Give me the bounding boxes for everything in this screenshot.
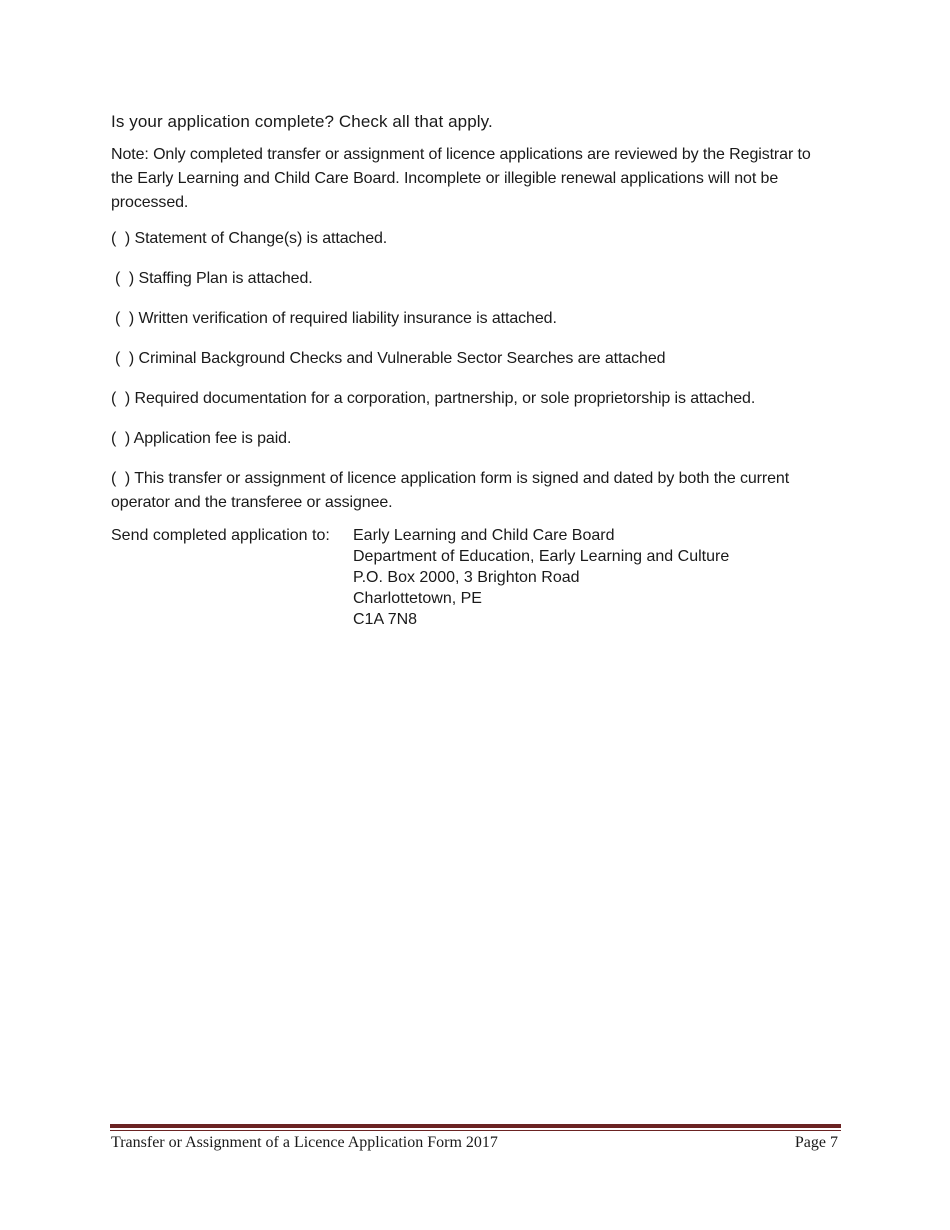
- checklist-item-label: Staffing Plan is attached.: [134, 270, 313, 287]
- checklist-item-corporate-documentation: [111, 387, 831, 411]
- address-line-organization: Early Learning and Child Care Board: [353, 527, 615, 544]
- address-line-postal-code: C1A 7N8: [353, 611, 418, 628]
- completion-note: Note: Only completed transfer or assignment of licence applications are reviewed by the Registrar to the Early Learning and Child Care Board. Incomplete or illegible renewal applications will not be processed.: [111, 146, 811, 211]
- mailing-address-block: [111, 525, 831, 630]
- checkbox-marker: ( ): [115, 310, 135, 327]
- checklist-item-label: Required documentation for a corporation, partnership, or sole proprietorship is attached.: [130, 390, 756, 407]
- checklist-heading: Is your application complete? Check all that apply.: [111, 112, 493, 131]
- checkbox-marker: ( ): [111, 230, 131, 247]
- checkbox-marker: ( ): [111, 430, 131, 447]
- checklist-item-application-fee: [111, 427, 831, 451]
- checkbox-marker: ( ): [115, 350, 135, 367]
- checklist-item-signed-and-dated: [111, 467, 831, 515]
- checkbox-marker: ( ): [111, 390, 131, 407]
- checklist-item-liability-insurance: [111, 307, 831, 331]
- footer-divider-thick: [110, 1124, 841, 1128]
- address-line-po-box: P.O. Box 2000, 3 Brighton Road: [353, 569, 580, 586]
- checklist-item-label: Written verification of required liability insurance is attached.: [134, 310, 557, 327]
- checklist-item-label: Statement of Change(s) is attached.: [130, 230, 388, 247]
- footer-page-number: Page 7: [794, 1134, 838, 1151]
- mailing-address: [353, 525, 831, 630]
- checkbox-marker: ( ): [111, 470, 131, 487]
- checklist-item-label: This transfer or assignment of licence application form is signed and dated by both the current operator and the transferee or assignee.: [111, 470, 790, 511]
- footer-divider-thin: [110, 1130, 841, 1131]
- checklist-item-label: Criminal Background Checks and Vulnerable Sector Searches are attached: [134, 350, 666, 367]
- send-to-label: Send completed application to:: [111, 527, 330, 544]
- checklist-item-statement-of-change: [111, 227, 831, 251]
- checklist-item-label: Application fee is paid.: [130, 430, 292, 447]
- address-line-city: Charlottetown, PE: [353, 590, 482, 607]
- checklist-item-staffing-plan: [111, 267, 831, 291]
- page-content: [111, 111, 831, 630]
- address-line-department: Department of Education, Early Learning and Culture: [353, 548, 730, 565]
- footer-document-title: Transfer or Assignment of a Licence Application Form 2017: [111, 1134, 498, 1151]
- checkbox-marker: ( ): [115, 270, 135, 287]
- checklist-item-criminal-checks: [111, 347, 831, 371]
